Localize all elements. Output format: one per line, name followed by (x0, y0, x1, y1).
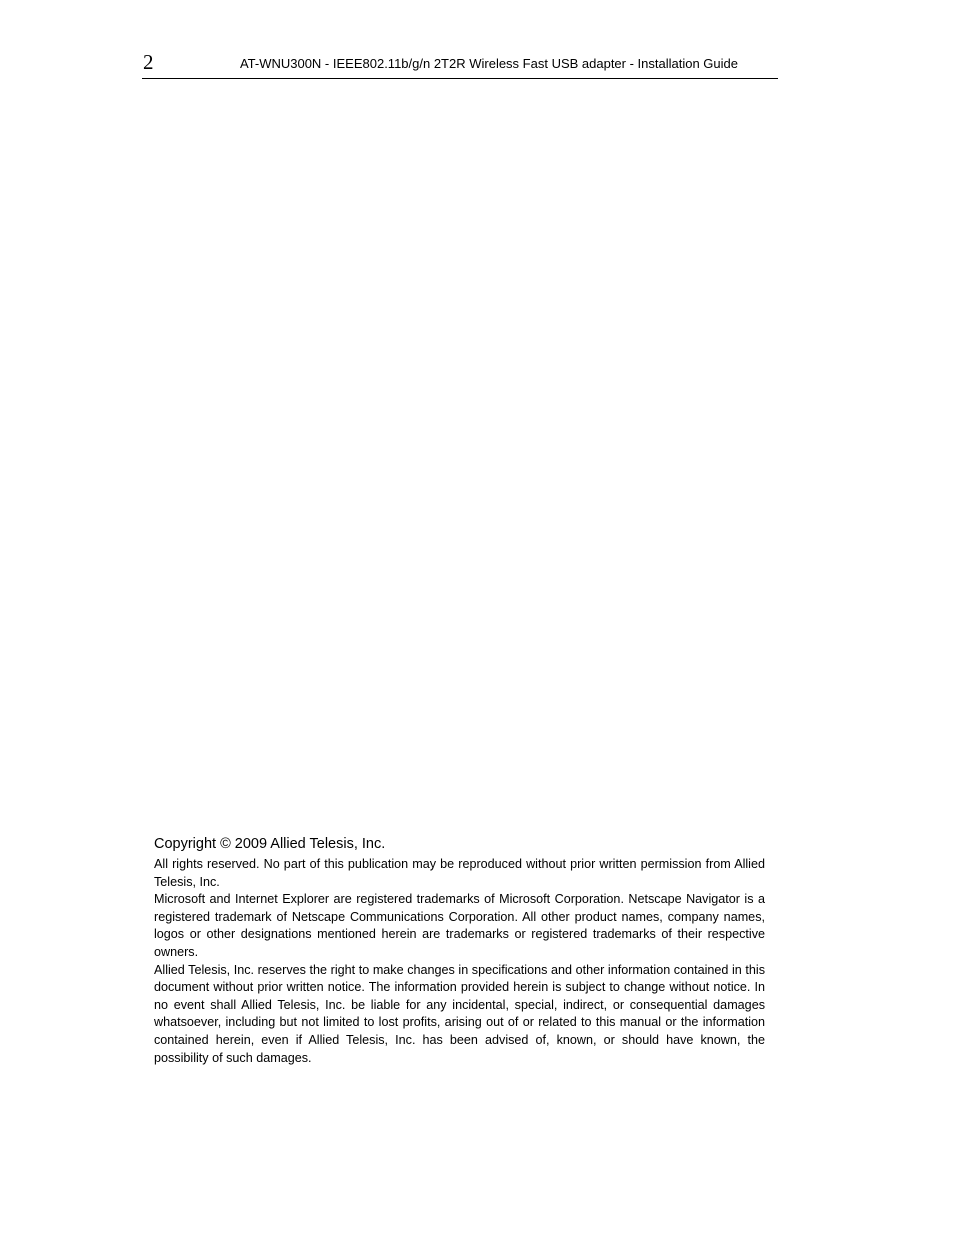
page-header (142, 50, 778, 79)
rights-reserved-paragraph: All rights reserved. No part of this publication may be reproduced without prior written permission from Allied Telesis, Inc. (154, 857, 765, 889)
copyright-heading: Copyright © 2009 Allied Telesis, Inc. (154, 836, 386, 852)
trademarks-paragraph: Microsoft and Internet Explorer are registered trademarks of Microsoft Corporation. Netscape Navigator is a registered trademark of Netscape Communications Corporation. All other product names, company names, logos or other designations mentioned herein are trademarks or registered trademarks of their respective owners. (154, 892, 765, 959)
copyright-notice (154, 835, 765, 1067)
document-title: AT-WNU300N - IEEE802.11b/g/n 2T2R Wireless Fast USB adapter - Installation Guide (239, 56, 738, 71)
disclaimer-paragraph: Allied Telesis, Inc. reserves the right to make changes in specifications and other information contained in this document without prior written notice. The information provided herein is subject to change without notice. In no event shall Allied Telesis, Inc. be liable for any incidental, special, indirect, or consequential damages whatsoever, including but not limited to lost profits, arising out of or related to this manual or the information contained herein, even if Allied Telesis, Inc. has been advised of, known, or should have known, the possibility of such damages. (154, 962, 765, 1065)
page-number: 2 (143, 50, 154, 74)
